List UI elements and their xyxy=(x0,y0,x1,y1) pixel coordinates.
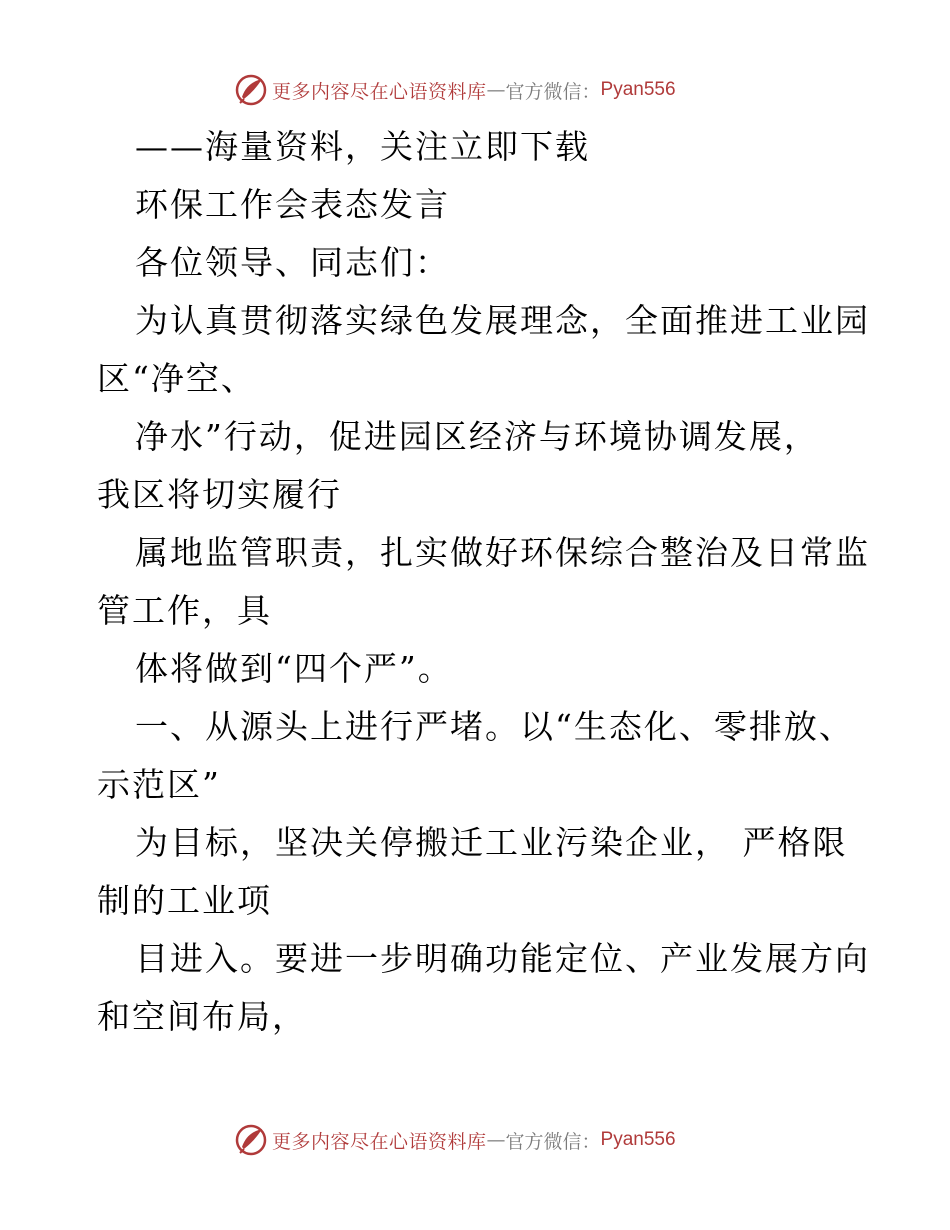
header-separator: — xyxy=(486,79,506,101)
footer-contact-id: Pyan556 xyxy=(600,1129,676,1150)
footer-banner xyxy=(234,1122,676,1158)
footer-contact-label: 官方微信： xyxy=(505,1130,601,1153)
doc-line: 制的工业项 xyxy=(97,881,272,920)
doc-line: 区“净空、 xyxy=(97,359,256,398)
doc-line: 体将做到“四个严”。 xyxy=(135,649,453,688)
header-contact-label: 官方微信： xyxy=(505,80,601,103)
header-banner xyxy=(234,72,676,108)
footer-separator: — xyxy=(486,1129,506,1151)
doc-line: 为认真贯彻落实绿色发展理念，全面推进工业园 xyxy=(135,301,870,340)
brand-logo-icon xyxy=(234,1123,268,1157)
header-brand-text: 更多内容尽在心语资料库 xyxy=(272,80,487,103)
document-body xyxy=(97,118,870,1046)
doc-line: 和空间布局， xyxy=(97,997,307,1036)
doc-line: 示范区” xyxy=(97,765,221,804)
doc-line: 属地监管职责，扎实做好环保综合整治及日常监 xyxy=(135,533,870,572)
doc-salutation: 各位领导、同志们： xyxy=(135,243,450,282)
doc-line: 管工作，具 xyxy=(97,591,272,630)
doc-line: 一、从源头上进行严堵。以“生态化、零排放、 xyxy=(135,707,854,746)
brand-logo-icon xyxy=(234,73,268,107)
footer-brand-text: 更多内容尽在心语资料库 xyxy=(272,1130,487,1153)
doc-line: 为目标，坚决关停搬迁工业污染企业， 严格限 xyxy=(135,823,848,862)
doc-title: 环保工作会表态发言 xyxy=(135,185,450,224)
doc-line: 净水”行动，促进园区经济与环境协调发展， xyxy=(135,417,819,456)
doc-line: 我区将切实履行 xyxy=(97,475,342,514)
header-contact-id: Pyan556 xyxy=(600,79,676,100)
doc-line: 目进入。要进一步明确功能定位、产业发展方向 xyxy=(135,939,870,978)
doc-line: ——海量资料，关注立即下载 xyxy=(135,127,590,166)
